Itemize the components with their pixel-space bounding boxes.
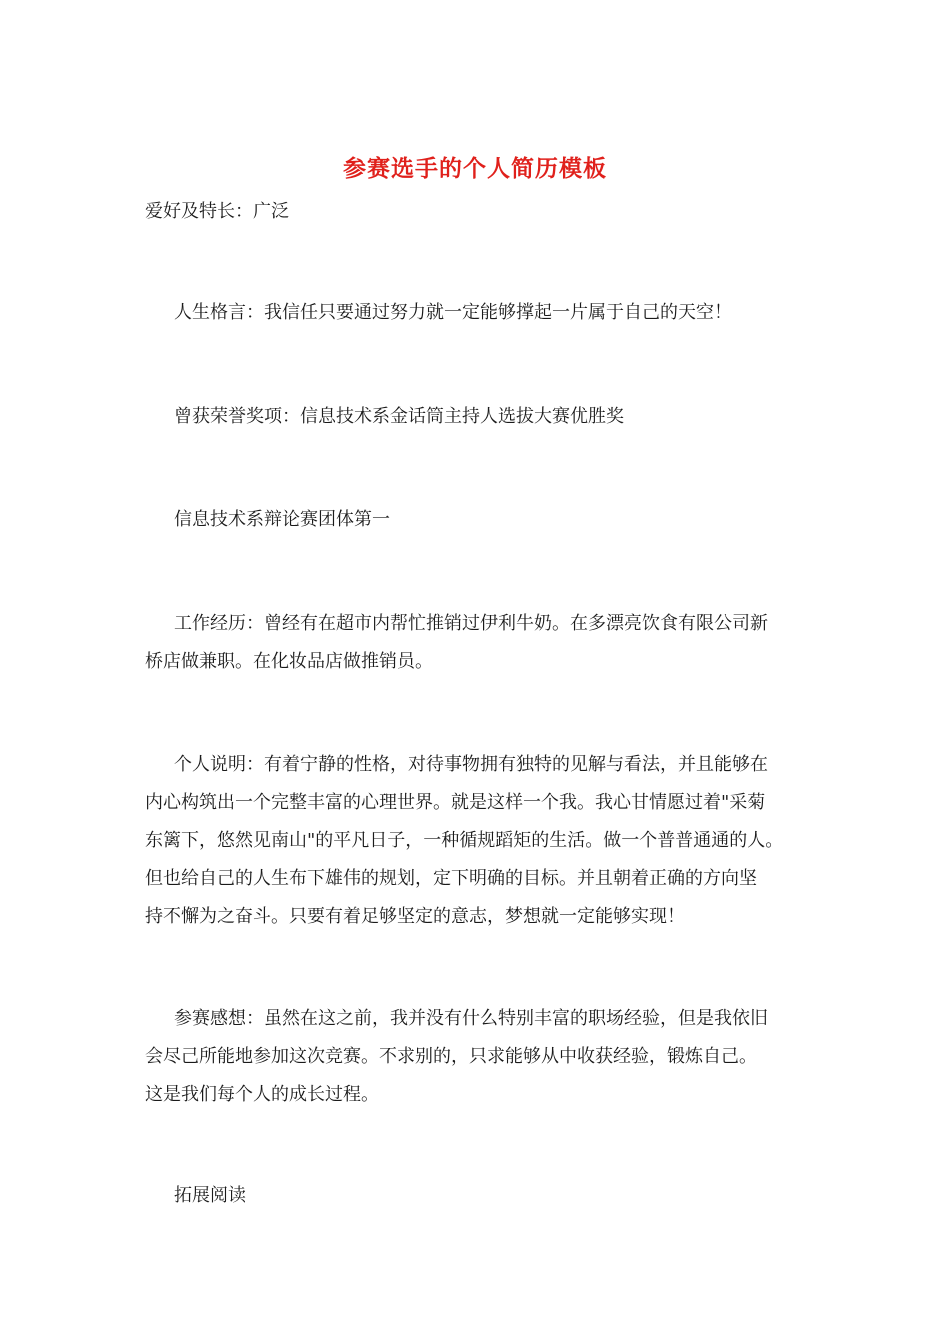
hobbies-line: 爱好及特长：广泛 <box>145 201 289 222</box>
reflection-line: 会尽己所能地参加这次竞赛。不求别的，只求能够从中收获经验，锻炼自己。 <box>145 1046 757 1067</box>
motto-line: 人生格言：我信任只要通过努力就一定能够撑起一片属于自己的天空！ <box>174 302 732 323</box>
document-title: 参赛选手的个人简历模板 <box>343 155 607 182</box>
personal-statement-line: 内心构筑出一个完整丰富的心理世界。就是这样一个我。我心甘情愿过着"采菊 <box>145 792 766 813</box>
honors-line: 曾获荣誉奖项：信息技术系金话筒主持人选拔大赛优胜奖 <box>174 406 624 427</box>
personal-statement-line: 东篱下，悠然见南山"的平凡日子，一种循规蹈矩的生活。做一个普普通通的人。 <box>145 830 784 851</box>
personal-statement-line: 个人说明：有着宁静的性格，对待事物拥有独特的见解与看法，并且能够在 <box>174 754 768 775</box>
personal-statement-line: 持不懈为之奋斗。只要有着足够坚定的意志，梦想就一定能够实现！ <box>145 906 685 927</box>
reflection-line: 这是我们每个人的成长过程。 <box>145 1084 379 1105</box>
work-experience-line: 桥店做兼职。在化妆品店做推销员。 <box>145 651 433 672</box>
extended-reading-heading: 拓展阅读 <box>174 1185 246 1206</box>
work-experience-line: 工作经历：曾经有在超市内帮忙推销过伊利牛奶。在多漂亮饮食有限公司新 <box>174 613 768 634</box>
honors-line-2: 信息技术系辩论赛团体第一 <box>174 509 390 530</box>
reflection-line: 参赛感想：虽然在这之前，我并没有什么特别丰富的职场经验，但是我依旧 <box>174 1008 768 1029</box>
personal-statement-line: 但也给自己的人生布下雄伟的规划，定下明确的目标。并且朝着正确的方向坚 <box>145 868 757 889</box>
